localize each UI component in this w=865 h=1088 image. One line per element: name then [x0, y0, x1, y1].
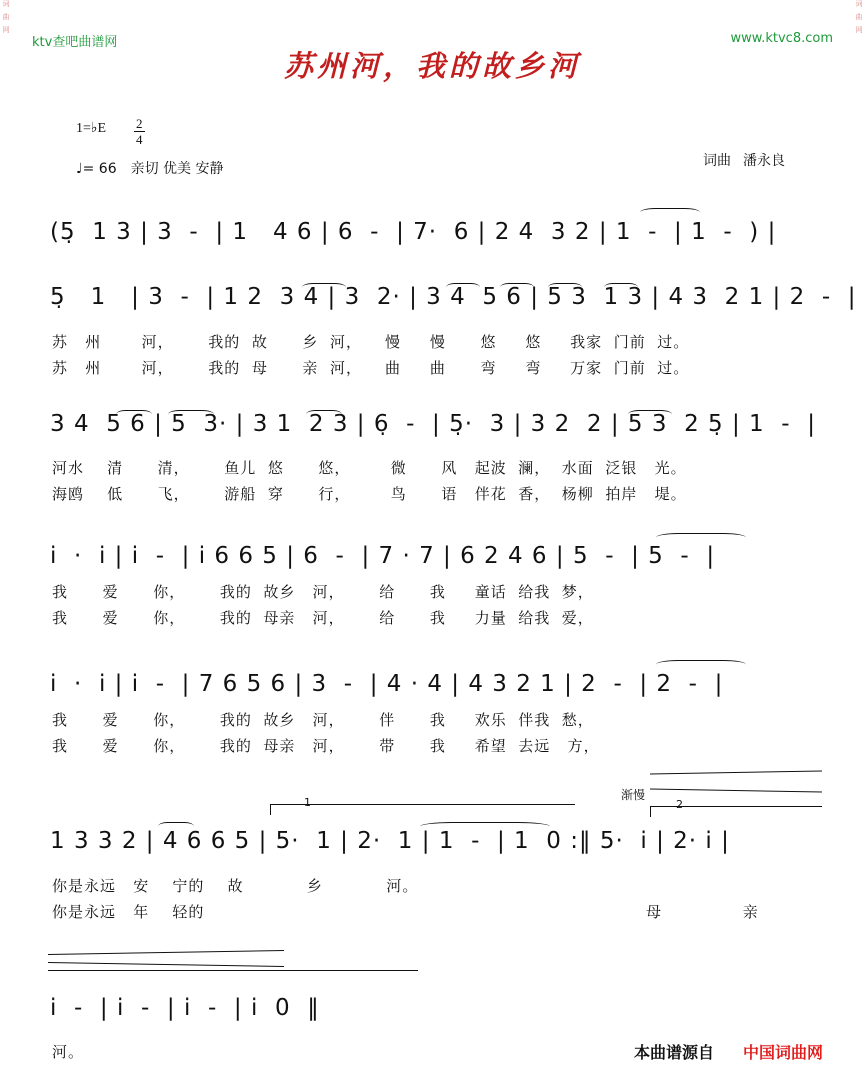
lyrics-line-2b: 苏 州 河， 我的 母 亲 河， 曲 曲 弯 弯 万家 门前 过。	[52, 359, 690, 377]
composer-credit	[703, 150, 785, 170]
rit-marking: 渐慢	[621, 788, 646, 802]
lyrics-line-2a: 苏 州 河， 我的 故 乡 河， 慢 慢 悠 悠 我家 门前 过。	[52, 333, 690, 351]
footer-source: 本曲谱源自	[634, 1043, 715, 1062]
lyrics-line-7: 河。	[52, 1043, 85, 1061]
footer-site-link[interactable]: 中国词曲网	[743, 1043, 824, 1062]
tempo-marking	[76, 158, 224, 178]
mood-text: 亲切 优美 安静	[130, 161, 224, 177]
song-title: 苏州河，我的故乡河	[283, 49, 581, 83]
music-line-6: 1 3 3 2 | 4 6 6 5 | 5· 1 | 2· 1 | 1 - | 1 0 :‖ 5· i | 2· i |	[50, 828, 730, 854]
music-line-5: i · i | i - | 7 6 5 6 | 3 - | 4 · 4 | 4 3 2 1 | 2 - | 2 - |	[50, 671, 724, 697]
dim-line	[48, 950, 284, 955]
composer-name: 潘永良	[743, 153, 785, 169]
lyrics-line-4b: 我 爱 你， 我的 母亲 河， 给 我 力量 给我 爱，	[52, 609, 594, 627]
lyrics-line-6a: 你是永远 安 宁的 故 乡 河。	[52, 877, 419, 895]
time-signature: 2 4	[136, 116, 143, 147]
side-watermark-left: 词 曲 网	[2, 0, 10, 34]
music-line-2: 5̣ 1 | 3 - | 1 2 3 4 | 3 2· | 3 4 5 6 | 5 3 1 3 | 4 3 2 1 | 2 - |	[50, 284, 857, 310]
music-line-7: i - | i - | i - | i 0 ‖	[50, 995, 320, 1021]
music-line-3: 3 4 5 6 | 5 3· | 3 1 2 3 | 6̣ - | 5̣· 3 | 3 2 2 | 5 3 2 5̣ | 1 - |	[50, 411, 816, 437]
tempo-value: ♩= 66	[76, 161, 117, 177]
lyrics-line-6b: 你是永远 年 轻的	[52, 903, 205, 921]
lyrics-line-6c: 母 亲	[646, 903, 759, 921]
site-watermark-left: ktv查吧曲谱网	[32, 35, 118, 50]
rit-line	[650, 788, 822, 792]
lyrics-line-5b: 我 爱 你， 我的 母亲 河， 带 我 希望 去远 方，	[52, 737, 600, 755]
lyrics-line-3a: 河水 清 清， 鱼儿 悠 悠， 微 风 起波 澜， 水面 泛银 光。	[52, 459, 687, 477]
lyrics-line-4a: 我 爱 你， 我的 故乡 河， 给 我 童话 给我 梦，	[52, 583, 594, 601]
music-line-1: (5̣ 1 3 | 3 - | 1 4 6 | 6 - | 7· 6 | 2 4 3 2 | 1 - | 1 - ) |	[50, 219, 777, 245]
hold-line	[48, 970, 418, 971]
dim-line	[48, 962, 284, 967]
composer-label: 词曲	[703, 153, 731, 169]
rit-line	[650, 770, 822, 774]
volta-1	[270, 796, 575, 813]
site-watermark-right: www.ktvc8.com	[730, 31, 833, 46]
lyrics-line-3b: 海鸥 低 飞， 游船 穿 行， 鸟 语 伴花 香， 杨柳 拍岸 堤。	[52, 485, 687, 503]
lyrics-line-5a: 我 爱 你， 我的 故乡 河， 伴 我 欢乐 伴我 愁，	[52, 711, 594, 729]
volta-1-label: 1	[304, 796, 311, 809]
music-line-4: i · i | i - | i 6 6 5 | 6 - | 7 · 7 | 6 2 4 6 | 5 - | 5 - |	[50, 543, 716, 569]
key-signature: 1=♭E	[76, 121, 107, 136]
side-watermark-right: 词 曲 网	[855, 0, 863, 34]
volta-2-label: 2	[676, 798, 683, 811]
volta-2	[650, 798, 822, 815]
